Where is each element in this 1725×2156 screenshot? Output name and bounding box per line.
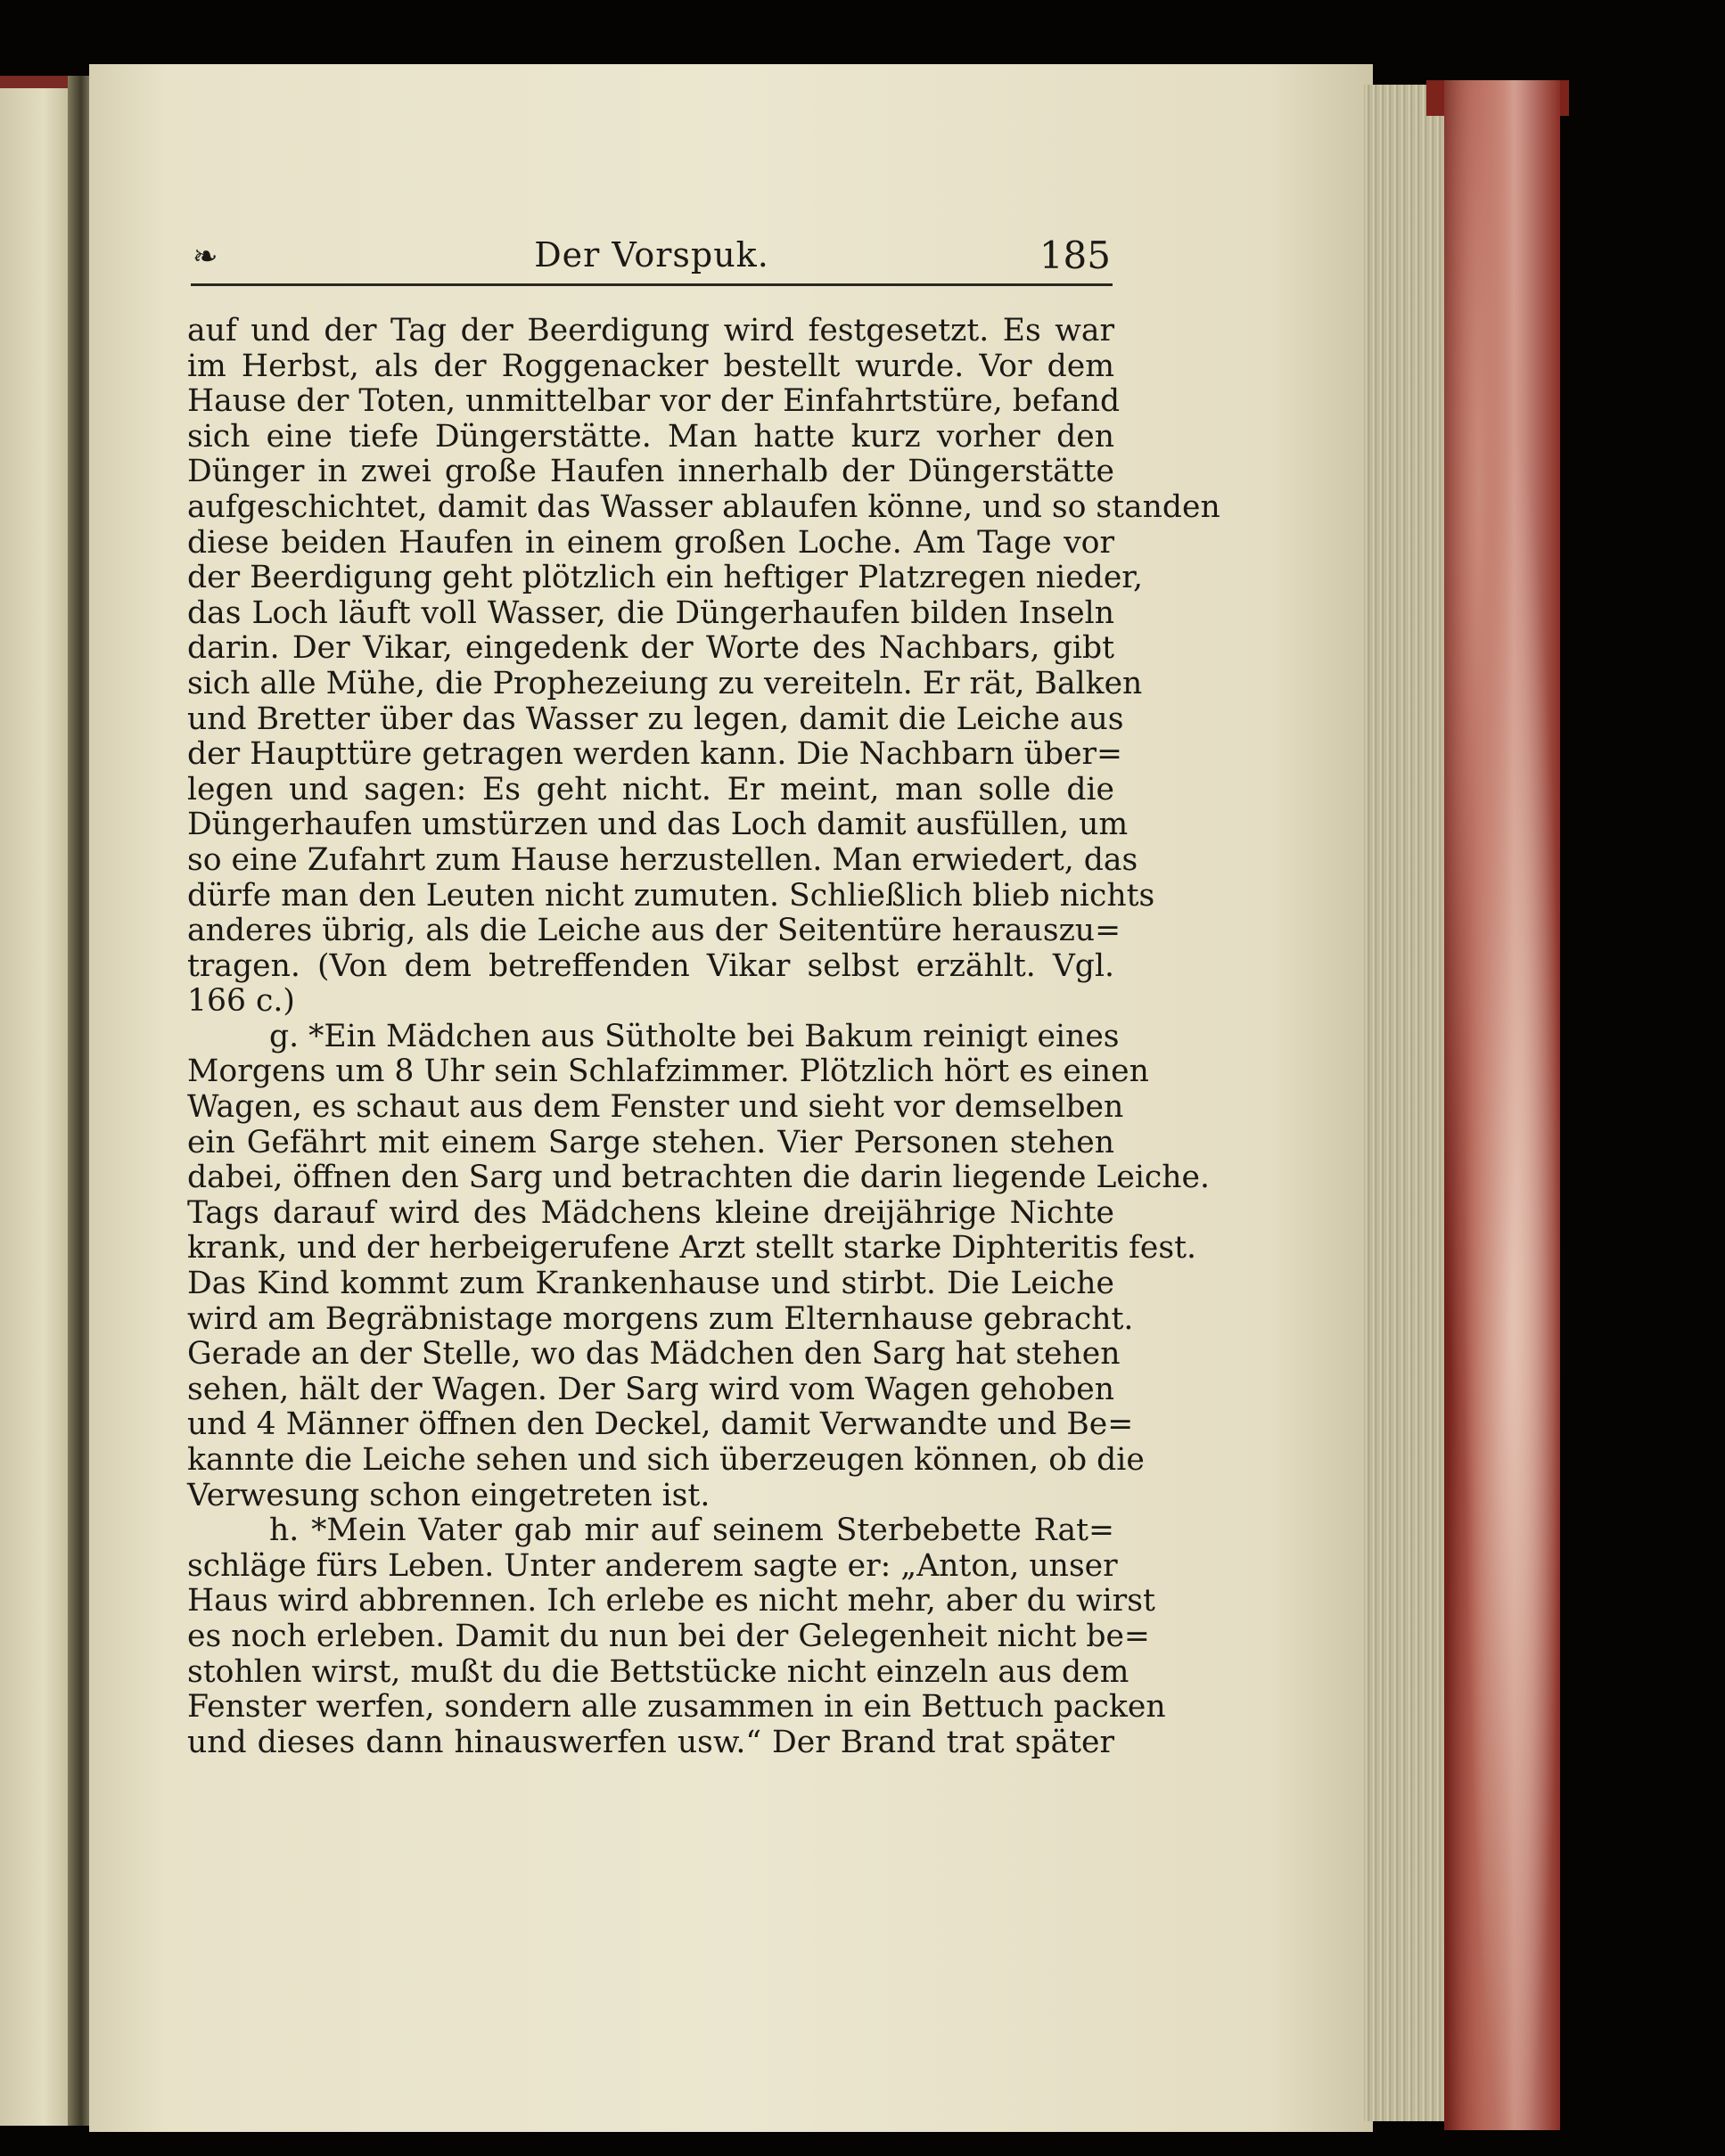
text-line: im Herbst, als der Roggenacker bestellt wurde. Vor dem xyxy=(187,348,1114,384)
text-line: Das Kind kommt zum Krankenhause und stirbt. Die Leiche xyxy=(187,1266,1114,1302)
text-line: diese beiden Haufen in einem großen Loche. Am Tage vor xyxy=(187,524,1114,561)
text-line: dürfe man den Leuten nicht zumuten. Schließlich blieb nichts xyxy=(187,877,1155,914)
page-header xyxy=(193,232,1111,285)
text-line: Haus wird abbrennen. Ich erlebe es nicht mehr, aber du wirst xyxy=(187,1583,1155,1619)
text-line: so eine Zufahrt zum Hause herzustellen. Man erwiedert, das xyxy=(187,841,1138,878)
text-line: schläge fürs Leben. Unter anderem sagte er: „Anton, unser xyxy=(187,1547,1118,1584)
text-line: wird am Begräbnistage morgens zum Elternhause gebracht. xyxy=(187,1300,1134,1337)
text-line: Wagen, es schaut aus dem Fenster und sieht vor demselben xyxy=(187,1089,1124,1126)
text-line: krank, und der herbeigerufene Arzt stellt starke Diphteritis fest. xyxy=(187,1230,1197,1267)
text-line: legen und sagen: Es geht nicht. Er meint, man solle die xyxy=(187,771,1114,807)
text-line: Hause der Toten, unmittelbar vor der Einfahrtstüre, befand xyxy=(187,383,1121,420)
text-line: der Haupttüre getragen werden kann. Die Nachbarn über= xyxy=(187,736,1123,773)
text-line: und 4 Männer öffnen den Deckel, damit Verwandte und Be= xyxy=(187,1406,1134,1443)
text-line: aufgeschichtet, damit das Wasser ablaufen könne, und so standen xyxy=(187,488,1220,525)
text-line: und Bretter über das Wasser zu legen, damit die Leiche aus xyxy=(187,701,1124,737)
text-line: ein Gefährt mit einem Sarge stehen. Vier Personen stehen xyxy=(187,1124,1114,1160)
text-line: dabei, öffnen den Sarg und betrachten die darin liegende Leiche. xyxy=(187,1160,1211,1196)
text-line: darin. Der Vikar, eingedenk der Worte des Nachbars, gibt xyxy=(187,630,1114,667)
body-text xyxy=(187,313,1220,1760)
text-line: 166 c.) xyxy=(187,983,295,1020)
text-line: Düngerhaufen umstürzen und das Loch damit ausfüllen, um xyxy=(187,807,1129,843)
text-line: Morgens um 8 Uhr sein Schlafzimmer. Plötzlich hört es einen xyxy=(187,1053,1149,1090)
text-line: sich eine tiefe Düngerstätte. Man hatte kurz vorher den xyxy=(187,418,1114,455)
text-line: auf und der Tag der Beerdigung wird festgesetzt. Es war xyxy=(187,313,1114,348)
header-rule xyxy=(191,283,1113,286)
text-line: das Loch läuft voll Wasser, die Düngerhaufen bilden Inseln xyxy=(187,594,1114,631)
header-ornament: ❧ xyxy=(193,239,218,275)
text-line: Verwesung schon eingetreten ist. xyxy=(187,1477,711,1513)
text-line: h. *Mein Vater gab mir auf seinem Sterbebette Rat= xyxy=(269,1512,1114,1549)
running-title: Der Vorspuk. xyxy=(534,235,769,275)
text-line: tragen. (Von dem betreffenden Vikar selbst erzählt. Vgl. xyxy=(187,947,1114,984)
text-line: sehen, hält der Wagen. Der Sarg wird vom Wagen gehoben xyxy=(187,1371,1114,1407)
text-line: Gerade an der Stelle, wo das Mädchen den Sarg hat stehen xyxy=(187,1336,1121,1373)
text-line: und dieses dann hinauswerfen usw.“ Der Brand trat später xyxy=(187,1724,1114,1760)
text-line: Fenster werfen, sondern alle zusammen in ein Bettuch packen xyxy=(187,1689,1166,1726)
text-line: anderes übrig, als die Leiche aus der Seitentüre herauszu= xyxy=(187,913,1121,949)
text-line: Tags darauf wird des Mädchens kleine dreijährige Nichte xyxy=(187,1194,1114,1231)
text-line: stohlen wirst, mußt du die Bettstücke nicht einzeln aus dem xyxy=(187,1653,1129,1690)
text-line: Dünger in zwei große Haufen innerhalb der Düngerstätte xyxy=(187,454,1114,490)
page-block-edges xyxy=(1364,85,1453,2121)
page-number: 185 xyxy=(1039,234,1111,277)
text-line: der Beerdigung geht plötzlich ein heftiger Platzregen nieder, xyxy=(187,560,1144,596)
text-line: sich alle Mühe, die Prophezeiung zu vereiteln. Er rät, Balken xyxy=(187,665,1143,701)
text-line: g. *Ein Mädchen aus Sütholte bei Bakum reinigt eines xyxy=(269,1018,1120,1054)
marbled-cover-edge xyxy=(1444,80,1560,2130)
text-line: kannte die Leiche sehen und sich überzeugen können, ob die xyxy=(187,1442,1145,1478)
text-line: es noch erleben. Damit du nun bei der Gelegenheit nicht be= xyxy=(187,1618,1150,1654)
